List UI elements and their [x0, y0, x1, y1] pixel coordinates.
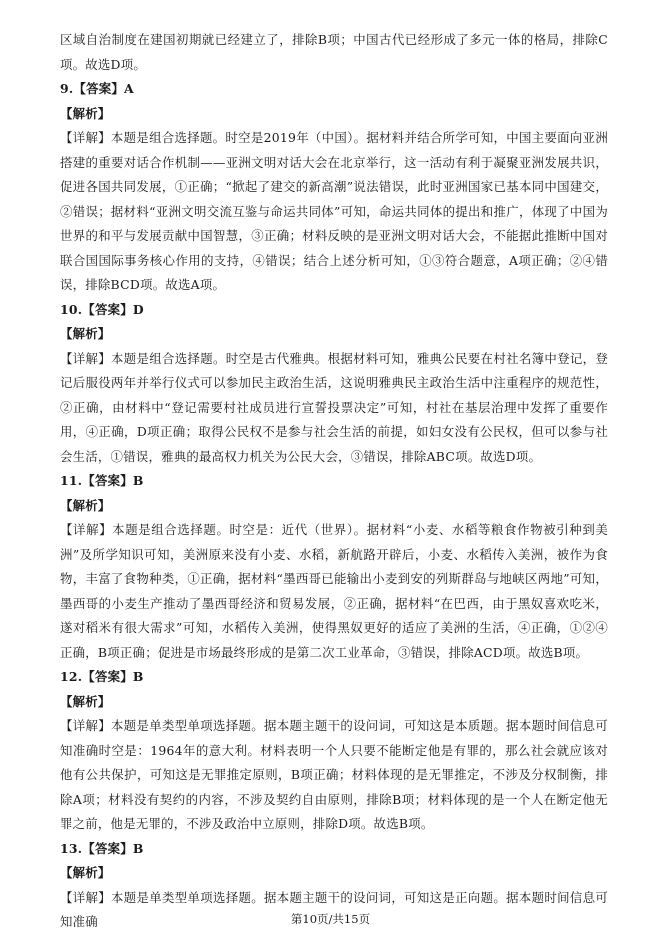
explanation-paragraph: 【详解】本题是组合选择题。时空是：近代（世界）。据材料“小麦、水稻等粮食作物被引种到美洲”及所学知识可知，美洲原来没有小麦、水稻，新航路开辟后，小麦、水稻传入美洲，被作为食物，丰富了食物种类，①正确，据材料“墨西哥已能输出小麦到安的列斯群岛与地峡区两地”可知，墨西哥的小麦生产推动了墨西哥经济和贸易发展，②正确，据材料“在巴西，由于黑奴喜欢吃米，遂对稻米有很大需求”可知，水稻传入美洲，使得黑奴更好的适应了美洲的生活，④正确，①②④正确，B项正确；促进是市场最终形成的是第二次工业革命，③错误，排除ACD项。故选B项。 — [60, 522, 608, 660]
page-footer: 第10页/共15页 — [290, 912, 371, 926]
answer-heading: 9.【答案】A — [60, 81, 134, 96]
answer-heading: 10.【答案】D — [60, 301, 144, 317]
explanation-paragraph: 【详解】本题是组合选择题。时空是古代雅典。根据材料可知，雅典公民要在村社名簿中登记，登记后服役两年并举行仪式可以参加民主政治生活，这说明雅典民主政治生活中注重程序的规范性，②正确，由材料中“登记需要村社成员进行宣誓投票决定”可知，村社在基层治理中发挥了重要作用，④正确，D项正确；取得公民权不是参与社会生活的前提，如妇女没有公民权，但可以参与社会生活，①错误，雅典的最高权力机关为公民大会，③错误，排除ABC项。故选D项。 — [60, 350, 608, 464]
answer-heading: 11.【答案】B — [60, 473, 144, 488]
analysis-label: 【解析】 — [60, 865, 111, 880]
answer-heading: 13.【答案】B — [60, 840, 144, 856]
explanation-paragraph: 【详解】本题是单类型单项选择题。据本题主题干的设问词，可知这是本质题。据本题时间信息可知准确时空是：1964年的意大利。材料表明一个人只要不能断定他是有罪的，那么社会就应该对他有公共保护，可知这是无罪推定原则，B项正确；材料体现的是无罪推定，不涉及分权制衡，排除A项；材料没有契约的内容，不涉及契约自由原则，排除B项；材料体现的是一个人在断定他无罪之前，他是无罪的，不涉及政治中立原则，排除D项。故选B项。 — [60, 718, 608, 831]
analysis-label: 【解析】 — [60, 105, 111, 121]
analysis-label: 【解析】 — [60, 326, 111, 341]
answer-heading: 12.【答案】B — [60, 669, 144, 684]
document-body — [60, 28, 608, 935]
explanation-paragraph: 区域自治制度在建国初期就已经建立了，排除B项；中国古代已经形成了多元一体的格局，排除C项。故选D项。 — [60, 32, 608, 72]
explanation-paragraph: 【详解】本题是单类型单项选择题。据本题主题干的设问词，可知这是正向题。据本题时间信息可知准确 — [60, 889, 608, 929]
explanation-paragraph: 【详解】本题是组合选择题。时空是2019年（中国）。据材料并结合所学可知，中国主要面向亚洲搭建的重要对话合作机制——亚洲文明对话大会在北京举行，这一活动有利于凝聚亚洲发展共识，促进各国共同发展，①正确；“掀起了建交的新高潮”说法错误，此时亚洲国家已基本同中国建交，②错误；据材料“亚洲文明交流互鉴与命运共同体”可知，命运共同体的提出和推广，体现了中国为世界的和平与发展贡献中国智慧，③正确；材料反映的是亚洲文明对话大会，不能据此推断中国对联合国国际事务核心作用的支持，④错误；结合上述分析可知，①③符合题意，A项正确；②④错误，排除BCD项。故选A项。 — [60, 130, 608, 292]
analysis-label: 【解析】 — [60, 693, 111, 709]
analysis-label: 【解析】 — [60, 497, 111, 513]
